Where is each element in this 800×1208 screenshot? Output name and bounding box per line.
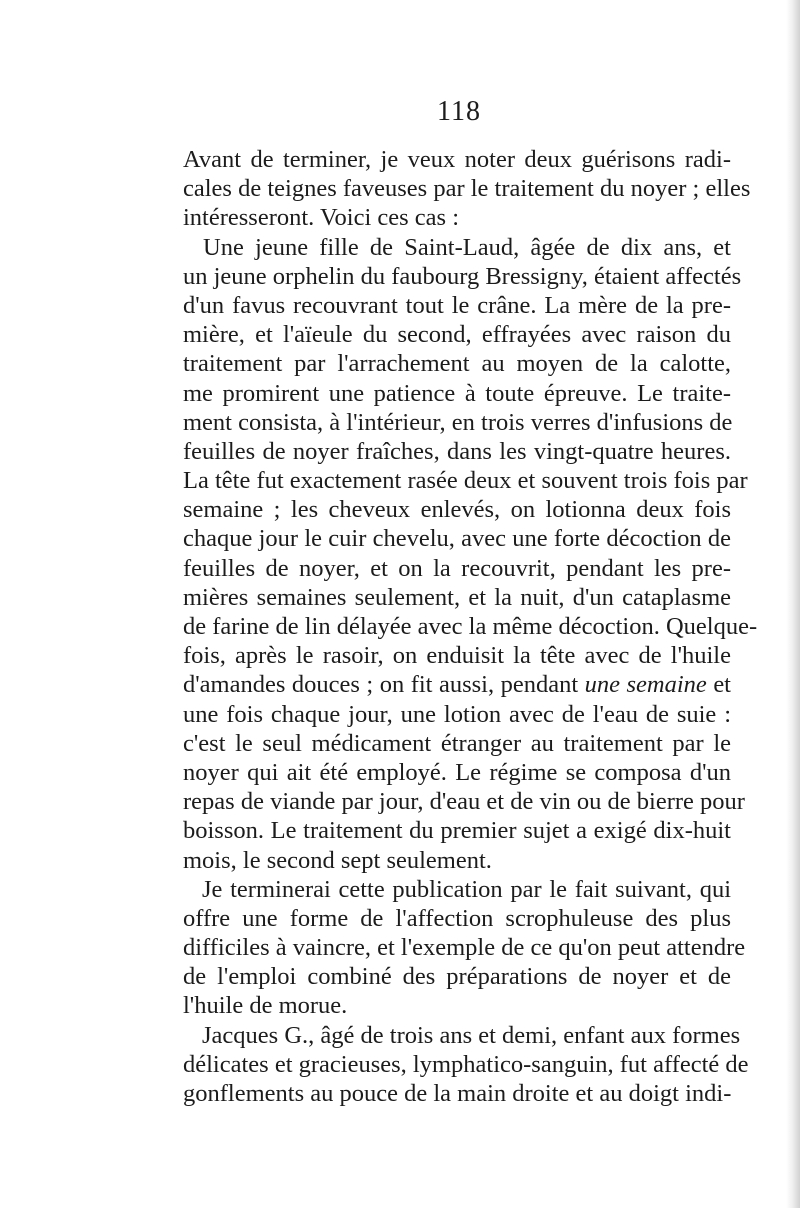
text-line: Une jeune fille de Saint-Laud, âgée de dix ans, et	[203, 233, 731, 261]
body-text	[183, 145, 758, 1108]
text-line: feuilles de noyer, et on la recouvrit, pendant les pre-	[183, 554, 731, 582]
text-line: l'huile de morue.	[183, 992, 348, 1020]
text-line: une fois chaque jour, une lotion avec de l'eau de suie :	[183, 700, 731, 728]
italic-phrase: une semaine	[584, 671, 707, 699]
page-edge-shadow	[786, 0, 800, 1208]
text-line: un jeune orphelin du faubourg Bressigny, étaient affectés	[183, 262, 742, 290]
text-line: boisson. Le traitement du premier sujet a exigé dix-huit	[183, 817, 731, 845]
text-line: fois, après le rasoir, on enduisit la tête avec de l'huile	[183, 642, 731, 670]
text-line: délicates et gracieuses, lymphatico-sanguin, fut affecté de	[183, 1050, 749, 1078]
text-line: chaque jour le cuir chevelu, avec une forte décoction de	[183, 525, 731, 553]
page-number: 118	[437, 96, 481, 127]
text-line: difficiles à vaincre, et l'exemple de ce qu'on peut attendre	[183, 934, 746, 962]
text-line: La tête fut exactement rasée deux et souvent trois fois par	[183, 467, 748, 495]
text-line: cales de teignes faveuses par le traitement du noyer ; elles	[183, 175, 751, 203]
text-line: offre une forme de l'affection scrophuleuse des plus	[183, 904, 731, 932]
text-line: noyer qui ait été employé. Le régime se composa d'un	[183, 758, 731, 786]
text-segment: d'amandes douces ; on fit aussi, pendant	[183, 671, 579, 699]
text-line: ment consista, à l'intérieur, en trois verres d'infusions de	[183, 408, 733, 436]
text-line: me promirent une patience à toute épreuve. Le traite-	[183, 379, 731, 407]
text-line-with-italic	[183, 670, 731, 699]
text-line: mières semaines seulement, et la nuit, d'un cataplasme	[183, 583, 731, 611]
text-line: mois, le second sept seulement.	[183, 846, 492, 874]
text-line: mière, et l'aïeule du second, effrayées avec raison du	[183, 321, 731, 349]
text-line: de farine de lin délayée avec la même décoction. Quelque-	[183, 613, 758, 640]
text-line: intéresseront. Voici ces cas :	[183, 204, 460, 232]
text-line: semaine ; les cheveux enlevés, on lotionna deux fois	[183, 496, 731, 524]
text-line: feuilles de noyer fraîches, dans les vingt-quatre heures.	[183, 437, 731, 465]
text-line: Je terminerai cette publication par le fait suivant, qui	[202, 875, 731, 903]
text-line: Jacques G., âgé de trois ans et demi, enfant aux formes	[202, 1021, 741, 1049]
text-line: d'un favus recouvrant tout le crâne. La mère de la pre-	[183, 291, 731, 319]
text-line: traitement par l'arrachement au moyen de la calotte,	[183, 350, 731, 378]
text-segment: et	[713, 671, 731, 699]
text-line: gonflements au pouce de la main droite et au doigt indi-	[183, 1080, 732, 1107]
text-line: de l'emploi combiné des préparations de noyer et de	[183, 963, 731, 991]
text-line: repas de viande par jour, d'eau et de vin ou de bierre pour	[183, 788, 745, 816]
text-line: Avant de terminer, je veux noter deux guérisons radi-	[183, 146, 731, 173]
text-line: c'est le seul médicament étranger au traitement par le	[183, 729, 731, 757]
